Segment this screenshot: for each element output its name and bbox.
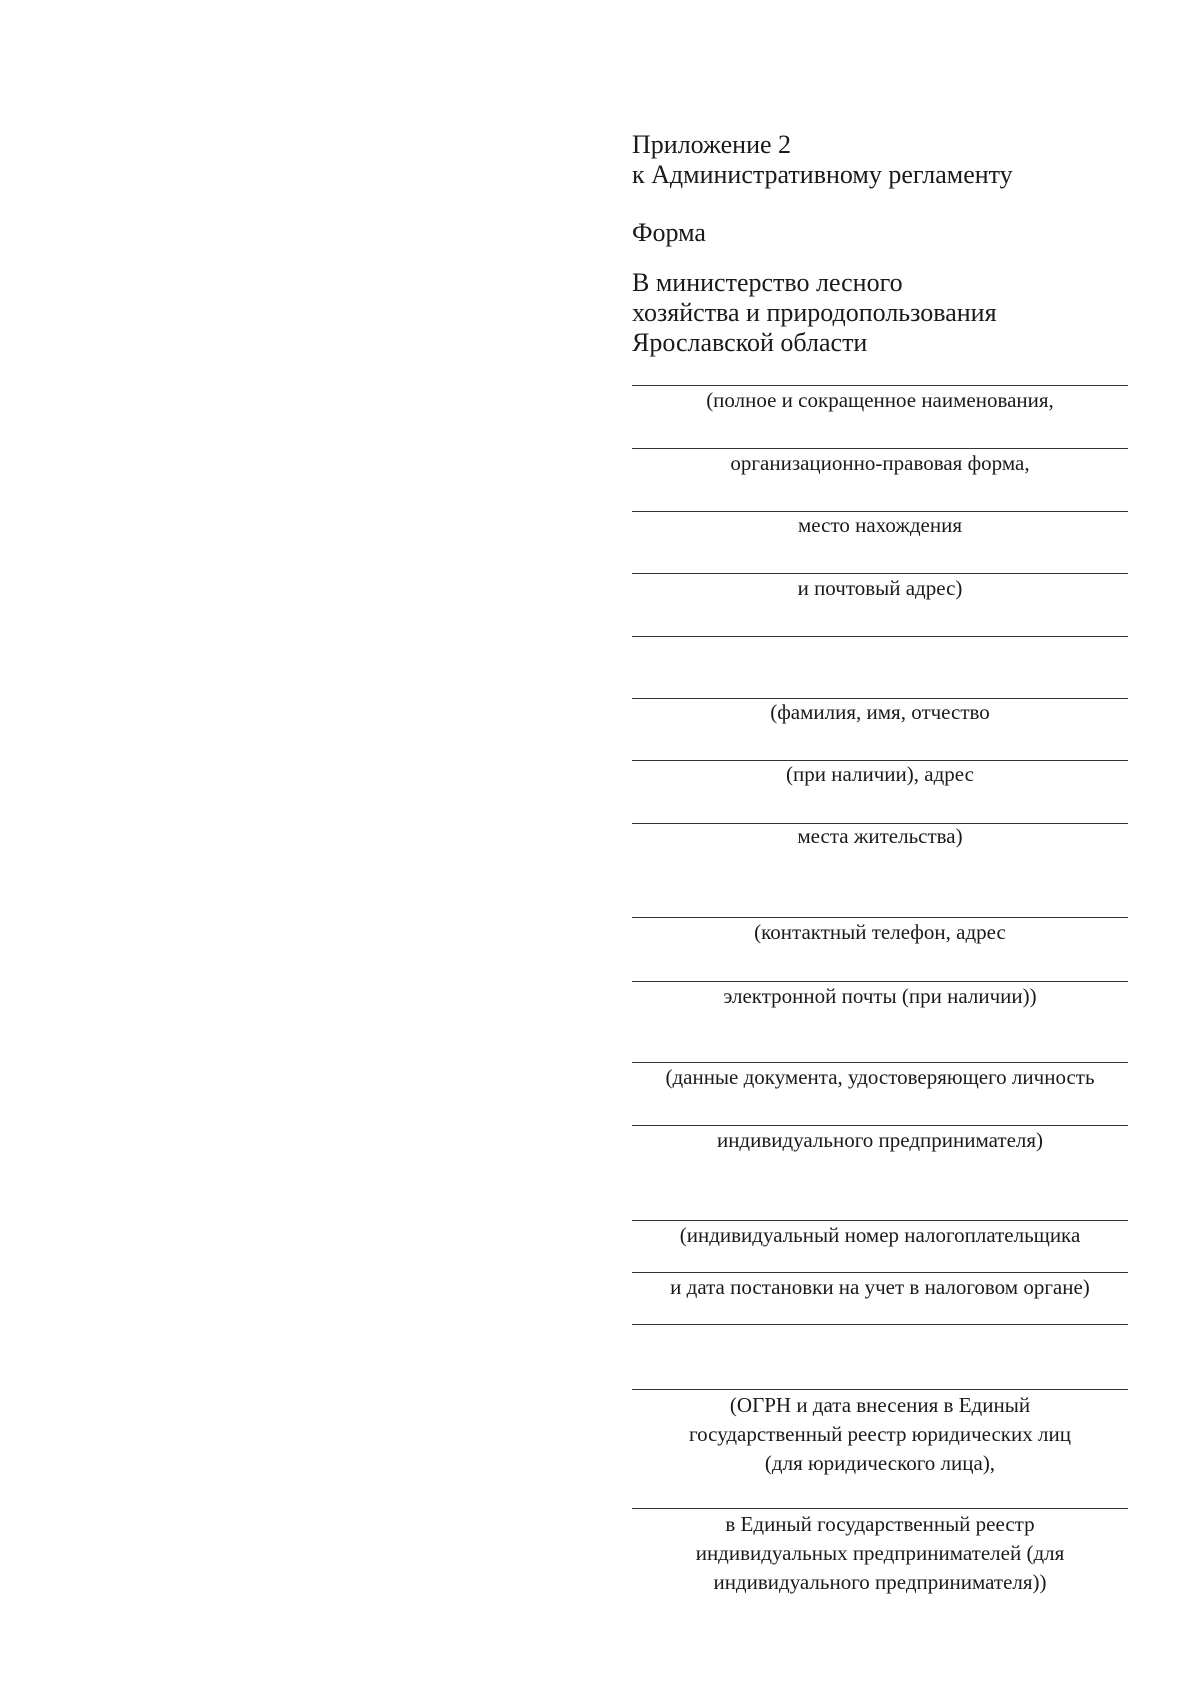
fill-line-blank-2[interactable]	[632, 1324, 1128, 1325]
caption-tax-registration: и дата постановки на учет в налоговом органе)	[670, 1275, 1090, 1299]
caption-person-name: (фамилия, имя, отчество	[770, 700, 990, 724]
caption-ogrn-1: (ОГРН и дата внесения в Единый	[729, 1393, 1031, 1417]
caption-contact-phone: (контактный телефон, адрес	[754, 920, 1006, 944]
caption-identity-document: (данные документа, удостоверяющего личность	[665, 1065, 1095, 1089]
caption-ogrnip-3: индивидуального предпринимателя))	[713, 1570, 1047, 1594]
regulation-reference: к Административному регламенту	[632, 160, 1013, 189]
caption-person-patronymic-address: (при наличии), адрес	[786, 762, 974, 786]
caption-org-location: место нахождения	[798, 513, 962, 537]
appendix-header	[632, 130, 1013, 190]
form-label	[632, 218, 706, 248]
fill-line-ogrnip[interactable]	[632, 1508, 1128, 1509]
caption-entrepreneur: индивидуального предпринимателя)	[716, 1128, 1044, 1152]
addressee-line-2: хозяйства и природопользования	[632, 298, 997, 327]
caption-person-residence: места жительства)	[797, 824, 963, 848]
caption-ogrnip-1: в Единый государственный реестр	[725, 1512, 1035, 1536]
fill-line-ogrn[interactable]	[632, 1389, 1128, 1390]
addressee-line-3: Ярославской области	[632, 328, 868, 357]
addressee-block	[632, 268, 997, 358]
caption-ogrn-2: государственный реестр юридических лиц	[689, 1422, 1071, 1446]
caption-ogrnip-2: индивидуальных предпринимателей (для	[695, 1541, 1065, 1565]
appendix-number: Приложение 2	[632, 130, 792, 159]
form-label-text: Форма	[632, 218, 706, 247]
addressee-line-1: В министерство лесного	[632, 268, 903, 297]
caption-org-postal-address: и почтовый адрес)	[797, 576, 963, 600]
caption-ogrn-3: (для юридического лица),	[764, 1451, 996, 1475]
caption-contact-email: электронной почты (при наличии))	[723, 984, 1037, 1008]
caption-inn: (индивидуальный номер налогоплательщика	[679, 1223, 1081, 1247]
caption-org-legal-form: организационно-правовая форма,	[730, 451, 1030, 475]
caption-org-name: (полное и сокращенное наименования,	[706, 388, 1054, 412]
fill-line-blank-1[interactable]	[632, 636, 1128, 637]
